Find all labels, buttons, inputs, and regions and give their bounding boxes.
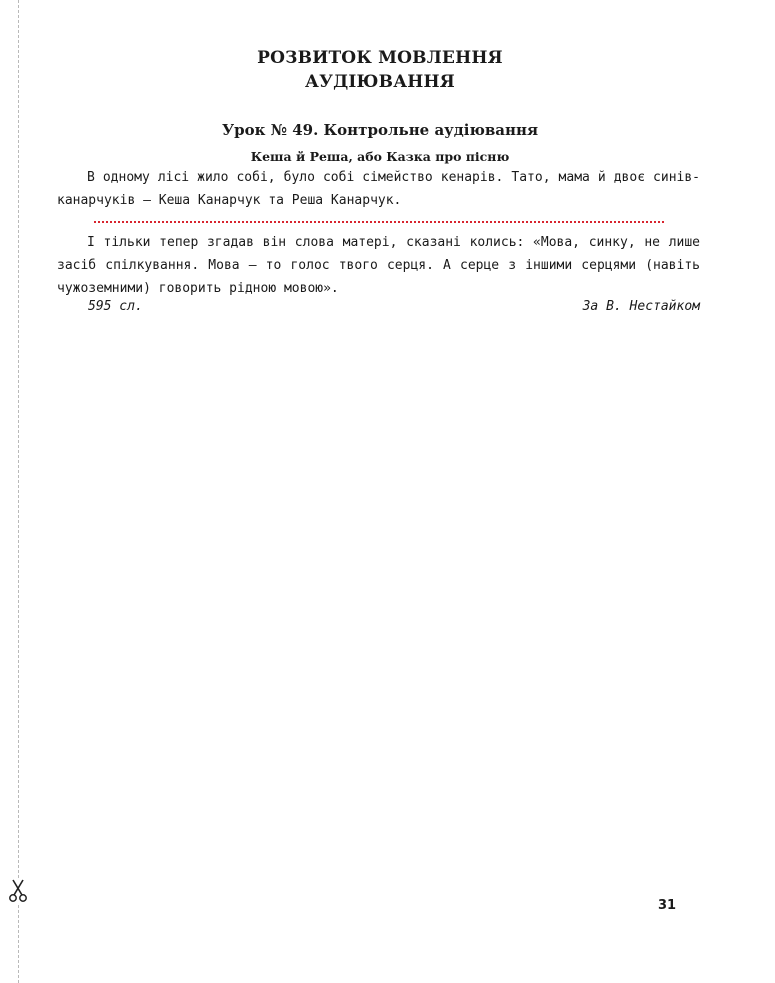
lesson-title: Урок № 49. Контрольне аудіювання <box>221 121 539 139</box>
omission-dotted-line <box>94 221 664 223</box>
story-title: Кеша й Реша, або Казка про пісню <box>250 149 510 164</box>
author-attribution: За В. Нестайком <box>582 299 700 314</box>
section-title: РОЗВИТОК МОВЛЕННЯ <box>257 48 503 68</box>
story-paragraph-ending: І тільки тепер згадав він слова матері, сказані колись: «Мова, синку, не лише засіб спілкування. Мова — то голос твого серця. А серце з іншими серцями (навіть чужоземними) говорить рідною мовою». <box>57 235 700 296</box>
story-paragraph-opening: В одному лісі жило собі, було собі сімейство кенарів. Тато, мама й двоє синів-канарчуків — Кеша Канарчук та Реша Канарчук. <box>57 170 700 208</box>
page-number: 31 <box>657 898 677 913</box>
cut-line <box>18 0 19 983</box>
section-subtitle: АУДІЮВАННЯ <box>305 72 455 92</box>
word-count: 595 сл. <box>88 299 143 314</box>
scissors-icon <box>8 878 28 904</box>
